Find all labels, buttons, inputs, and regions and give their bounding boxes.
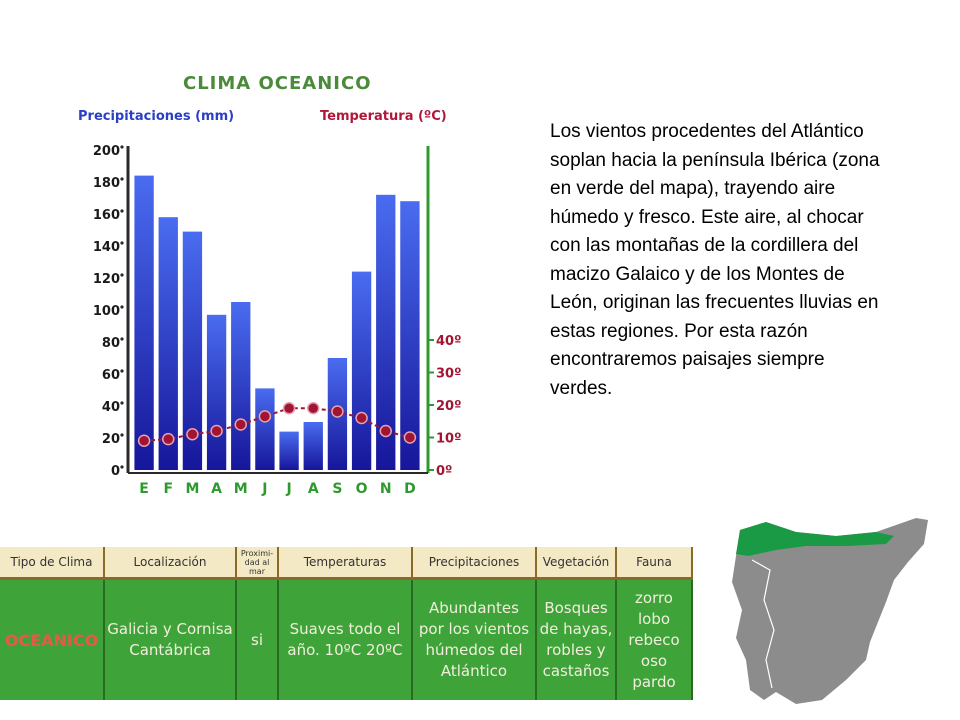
x-tick-label: N xyxy=(379,481,392,497)
y-tick-right-label: 20º xyxy=(436,399,462,414)
cell-localizacion: Galicia y Cornisa Cantábrica xyxy=(104,579,236,701)
y-tick-left-label: 60 xyxy=(101,368,120,383)
precip-bar xyxy=(304,422,323,470)
header-localizacion: Localización xyxy=(104,547,236,579)
y-tick-left-label: 180 xyxy=(92,176,120,191)
y-tick-left-mark xyxy=(120,273,123,276)
temperature-point xyxy=(211,426,222,437)
y-tick-left-label: 0 xyxy=(110,464,120,479)
y-tick-left-label: 140 xyxy=(92,240,120,255)
y-tick-left-label: 120 xyxy=(92,272,120,287)
precip-bar xyxy=(159,217,178,470)
precip-bar xyxy=(134,176,153,470)
header-fauna: Fauna xyxy=(616,547,692,579)
precip-bar xyxy=(231,302,250,470)
temperature-point xyxy=(235,419,246,430)
y-tick-left-mark xyxy=(120,465,123,468)
x-tick-label: D xyxy=(404,481,416,497)
x-tick-label: S xyxy=(332,481,343,497)
x-tick-label: A xyxy=(307,481,319,497)
y-tick-left-label: 100 xyxy=(92,304,120,319)
y-tick-right-label: 10º xyxy=(436,431,462,447)
y-tick-left-mark xyxy=(120,401,123,404)
y-tick-left-label: 200 xyxy=(92,144,120,159)
y-tick-left-mark xyxy=(120,305,123,308)
temperature-point xyxy=(404,432,415,443)
x-tick-label: J xyxy=(286,481,292,497)
temperature-point xyxy=(259,411,270,422)
x-tick-label: E xyxy=(139,481,149,497)
temperature-point xyxy=(332,406,343,417)
y-tick-left-label: 20 xyxy=(101,432,120,447)
y-axis-left-label: Precipitaciones (mm) xyxy=(78,109,235,124)
temperature-point xyxy=(356,413,367,424)
description-body: os vientos procedentes del Atlántico soplan hacia la península Ibérica (zona en verde del mapa), trayendo aire húmedo y fresco. Este aire, al chocar con las montañas de la cordillera del macizo Galaico y de los Montes de León, originan las frecuentes lluvias en estas regiones. Por esta razón encontraremos paisajes siempre verdes. xyxy=(550,121,880,399)
header-temperaturas: Temperaturas xyxy=(278,547,412,579)
header-precipitaciones: Precipitaciones xyxy=(412,547,536,579)
y-tick-left-mark xyxy=(120,177,123,180)
y-axis-right-label: Temperatura (ºC) xyxy=(320,109,447,124)
y-tick-left-mark xyxy=(120,369,123,372)
x-tick-label: O xyxy=(355,481,368,497)
temperature-point xyxy=(139,435,150,446)
y-tick-right-label: 0º xyxy=(436,464,453,479)
x-tick-label: J xyxy=(262,481,268,497)
temperature-point xyxy=(284,403,295,414)
precip-bar xyxy=(279,432,298,470)
x-tick-label: M xyxy=(185,481,200,497)
chart-title: CLIMA OCEANICO xyxy=(183,73,372,94)
cell-vegetacion: Bosques de hayas, robles y castaños xyxy=(536,579,616,701)
cell-tipo: OCEANICO xyxy=(0,579,104,701)
cell-temperaturas: Suaves todo el año. 10ºC 20ºC xyxy=(278,579,412,701)
x-tick-label: F xyxy=(163,481,174,497)
temperature-point xyxy=(380,426,391,437)
x-tick-label: A xyxy=(211,481,223,497)
iberia-map xyxy=(726,510,931,710)
table-header-row xyxy=(0,547,692,579)
y-tick-left-mark xyxy=(120,337,123,340)
description-initial: L xyxy=(550,121,561,142)
y-tick-right-label: 30º xyxy=(436,366,462,382)
climate-chart xyxy=(70,60,500,500)
y-tick-left-mark xyxy=(120,145,123,148)
temperature-point xyxy=(187,429,198,440)
cell-precipitaciones: Abundantes por los vientos húmedos del Atlántico xyxy=(412,579,536,701)
y-tick-left-label: 160 xyxy=(92,208,120,223)
y-tick-left-mark xyxy=(120,433,123,436)
description-text xyxy=(550,118,890,403)
header-proximidad: Proximi-dad al mar xyxy=(236,547,278,579)
table-row xyxy=(0,579,692,701)
precip-bar xyxy=(255,388,274,470)
climate-table xyxy=(0,547,693,700)
temperature-point xyxy=(163,434,174,445)
cell-proximidad: si xyxy=(236,579,278,701)
header-tipo: Tipo de Clima xyxy=(0,547,104,579)
y-tick-right-label: 40º xyxy=(436,334,462,349)
y-tick-left-mark xyxy=(120,209,123,212)
header-vegetacion: Vegetación xyxy=(536,547,616,579)
precip-bar xyxy=(352,272,371,470)
temperature-point xyxy=(308,403,319,414)
precip-bar xyxy=(400,201,419,470)
y-tick-left-label: 80 xyxy=(101,336,120,351)
x-tick-label: M xyxy=(233,481,248,497)
y-tick-left-mark xyxy=(120,241,123,244)
precip-bar xyxy=(207,315,226,470)
y-tick-left-label: 40 xyxy=(101,400,120,415)
cell-fauna: zorro lobo rebeco oso pardo xyxy=(616,579,692,701)
